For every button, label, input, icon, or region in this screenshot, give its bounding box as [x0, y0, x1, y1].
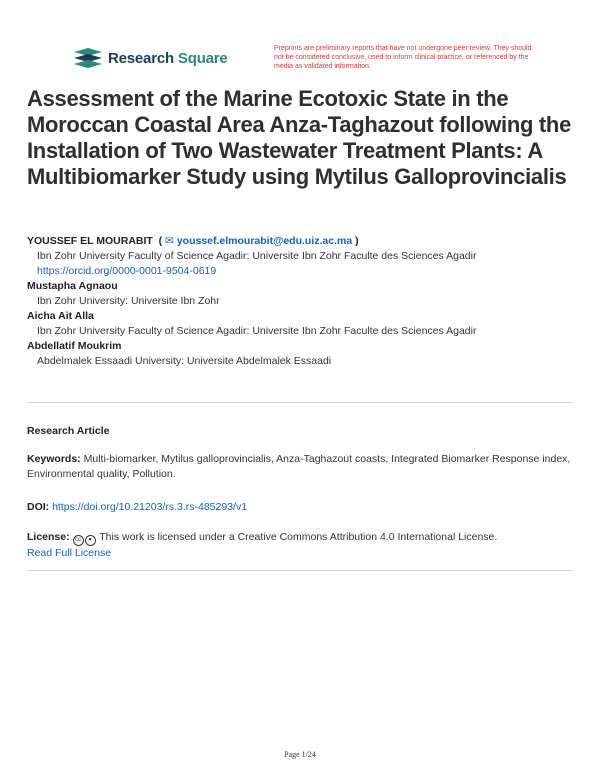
logo-text: Research Square — [108, 49, 228, 67]
author-affiliation: Ibn Zohr University: Universite Ibn Zohr — [37, 295, 220, 307]
article-type: Research Article — [27, 425, 110, 437]
preprint-disclaimer: Preprints are preliminary reports that have not undergone peer review. They should not be considered conclusive, used to inform clinical practice, or referenced by the media as validated information. — [274, 45, 532, 70]
cc-icon: cc — [73, 535, 84, 546]
read-full-license-link[interactable]: Read Full License — [27, 547, 112, 559]
cc-by-icon: ● — [85, 535, 96, 546]
doi — [27, 500, 573, 515]
author-name: Aicha Ait Alla — [27, 310, 94, 322]
license-label: License: — [27, 531, 70, 543]
orcid-link[interactable]: https://orcid.org/0000-0001-9504-0619 — [37, 265, 217, 277]
divider — [27, 570, 573, 571]
author-email-link[interactable]: youssef.elmourabit@edu.uiz.ac.ma — [176, 235, 353, 247]
keywords-text: Multi-biomarker, Mytilus galloprovincialis, Anza-Taghazout coasts, Integrated Biomarker Response index, Environmental quality, Pollution. — [27, 453, 571, 480]
page-number: Page 1/24 — [284, 750, 316, 759]
license-text: This work is licensed under a Creative Commons Attribution 4.0 International License. — [99, 531, 498, 543]
research-square-logo-icon — [74, 48, 102, 68]
research-square-logo[interactable] — [74, 48, 228, 68]
paper-title: Assessment of the Marine Ecotoxic State in the Moroccan Coastal Area Anza-Taghazout following the Installation of Two Wastewater Treatment Plants: A Multibiomarker Study using Mytilus Galloprovincialis — [27, 86, 572, 189]
keywords — [27, 452, 573, 482]
keywords-label: Keywords: — [27, 453, 81, 465]
author-affiliation: Ibn Zohr University Faculty of Science Agadir: Universite Ibn Zohr Faculte des Sciences Agadir — [37, 250, 477, 262]
author-name: Mustapha Agnaou — [27, 280, 118, 292]
doi-link[interactable]: https://doi.org/10.21203/rs.3.rs-485293/v1 — [52, 501, 248, 513]
divider — [27, 402, 573, 403]
author-affiliation: Abdelmalek Essaadi University: Universite Abdelmalek Essaadi — [37, 355, 332, 367]
author-list — [27, 234, 577, 369]
author-name: YOUSSEF EL MOURABIT ( ✉ youssef.elmourabit@edu.uiz.ac.ma ) — [27, 235, 359, 247]
header — [74, 44, 534, 84]
author-name: Abdellatif Moukrim — [27, 340, 122, 352]
doi-label: DOI: — [27, 501, 50, 513]
license — [27, 530, 573, 561]
author-affiliation: Ibn Zohr University Faculty of Science Agadir: Universite Ibn Zohr Faculte des Sciences Agadir — [37, 325, 477, 337]
email-icon: ✉ — [165, 235, 174, 247]
